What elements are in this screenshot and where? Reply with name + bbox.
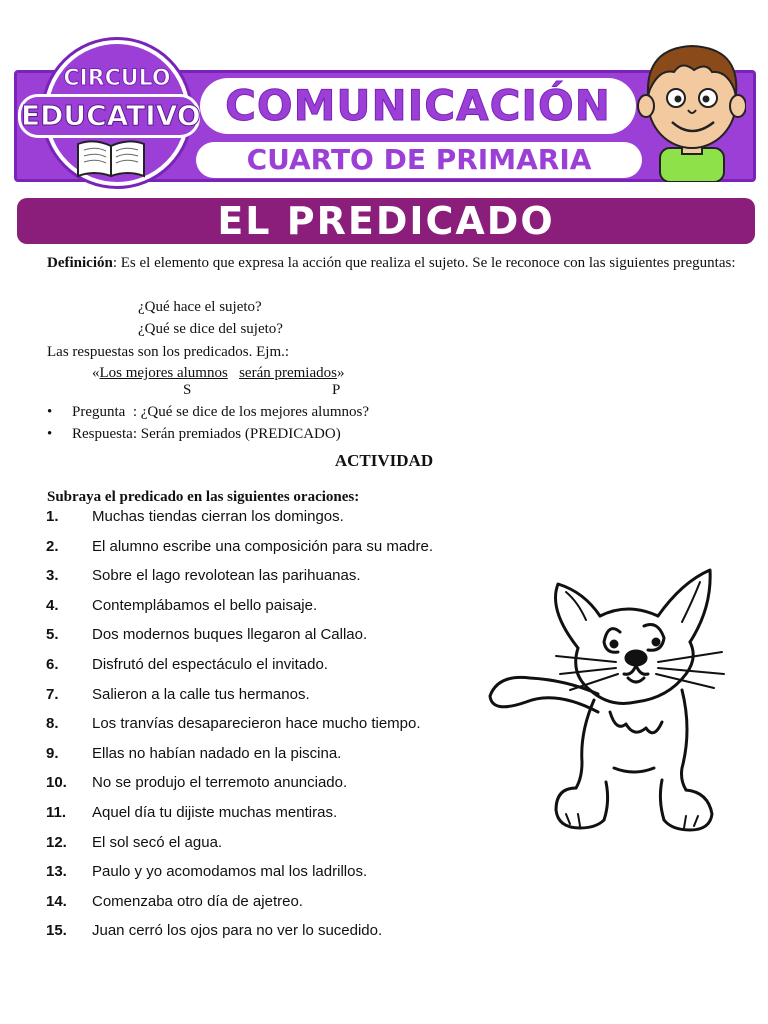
definition-label: Definición <box>47 255 113 271</box>
sentence-text: El alumno escribe una composición para su madre. <box>92 537 434 555</box>
bullet-question-text: Pregunta : ¿Qué se dice de los mejores alumnos? <box>72 404 369 420</box>
question-2: ¿Qué se dice del sujeto? <box>138 321 283 337</box>
sentence-item <box>46 801 337 825</box>
sentence-number: 6. <box>46 656 59 673</box>
example-sentence <box>92 363 344 383</box>
sentence-text: Los tranvías desaparecieron hace mucho tiempo. <box>92 715 421 733</box>
sentence-item <box>46 564 361 588</box>
sentence-number: 15. <box>46 922 67 940</box>
sentence-text: Ellas no habían nadado en la piscina. <box>92 744 342 762</box>
sentence-text: Juan cerró los ojos para no ver lo sucedido. <box>92 922 383 940</box>
logo-text-top: CIRCULO <box>63 66 171 91</box>
sentence-item <box>46 890 303 914</box>
sentence-number: 14. <box>46 892 67 910</box>
sentence-number: 5. <box>46 626 59 644</box>
sentence-text: Aquel día tu dijiste muchas mentiras. <box>92 804 338 821</box>
answers-intro: Las respuestas son los predicados. Ejm.: <box>47 344 290 360</box>
sentence-number: 11. <box>46 804 67 821</box>
page-title: EL PREDICADO <box>217 199 555 243</box>
sentence-item <box>46 771 347 795</box>
example-close-quote: » <box>336 365 345 381</box>
sentence-text: Muchas tiendas cierran los domingos. <box>92 508 344 525</box>
sentence-item <box>46 623 367 647</box>
sentence-number: 8. <box>46 715 59 733</box>
sentence-text: Disfrutó del espectáculo el invitado. <box>92 656 328 673</box>
bullet-question <box>47 402 369 422</box>
activity-instruction: Subraya el predicado en las siguientes oraciones: <box>47 489 360 505</box>
sentence-number: 1. <box>46 508 59 525</box>
sentence-text: No se produjo el terremoto anunciado. <box>92 774 348 792</box>
definition-text: : Es el elemento que expresa la acción que realiza el sujeto. Se le reconoce con las siguientes preguntas: <box>112 255 736 271</box>
cat-illustration <box>486 562 736 842</box>
sentence-number: 2. <box>46 537 59 555</box>
sentence-item <box>46 653 328 677</box>
example-predicate: serán premiados <box>239 365 337 381</box>
sentence-item <box>46 505 344 529</box>
sentence-number: 12. <box>46 833 67 851</box>
bullet-answer <box>47 424 341 444</box>
sentence-text: El sol secó el agua. <box>92 833 223 851</box>
sentence-text: Salieron a la calle tus hermanos. <box>92 685 310 703</box>
sentence-item <box>46 712 421 736</box>
header-subtitle: CUARTO DE PRIMARIA <box>246 143 592 176</box>
label-subject: S <box>183 382 192 398</box>
sentence-number: 3. <box>46 567 59 585</box>
label-predicate: P <box>332 382 341 398</box>
sentence-item <box>46 683 310 707</box>
sentence-item <box>46 594 317 618</box>
sentence-number: 7. <box>46 685 59 703</box>
open-book-icon <box>74 136 148 180</box>
sentence-item <box>46 919 382 943</box>
header-title: COMUNICACIÓN <box>225 81 611 130</box>
sentence-text: Contemplábamos el bello paisaje. <box>92 596 318 614</box>
question-1: ¿Qué hace el sujeto? <box>138 299 262 315</box>
definition-paragraph <box>47 253 747 273</box>
bullet-dot: • <box>47 426 53 442</box>
sentence-text: Dos modernos buques llegaron al Callao. <box>92 626 368 644</box>
example-subject: Los mejores alumnos <box>99 365 228 381</box>
sentence-item <box>46 860 367 884</box>
activity-heading: ACTIVIDAD <box>334 451 434 470</box>
sentence-item <box>46 742 341 766</box>
sentence-number: 4. <box>46 596 59 614</box>
sentence-text: Comenzaba otro día de ajetreo. <box>92 892 303 910</box>
bullet-answer-text: Respuesta: Serán premiados (PREDICADO) <box>72 426 341 442</box>
sentence-item <box>46 535 433 559</box>
sentence-item <box>46 831 222 855</box>
sentence-text: Paulo y yo acomodamos mal los ladrillos. <box>92 863 368 881</box>
bullet-dot: • <box>47 404 53 420</box>
sentence-number: 10. <box>46 774 67 792</box>
example-open-quote: « <box>92 365 100 381</box>
sentence-number: 13. <box>46 863 67 881</box>
logo-text-bottom: EDUCATIVO <box>18 94 200 138</box>
sentence-number: 9. <box>46 744 59 762</box>
sentence-text: Sobre el lago revolotean las parihuanas. <box>92 567 361 585</box>
boy-illustration <box>636 36 746 182</box>
